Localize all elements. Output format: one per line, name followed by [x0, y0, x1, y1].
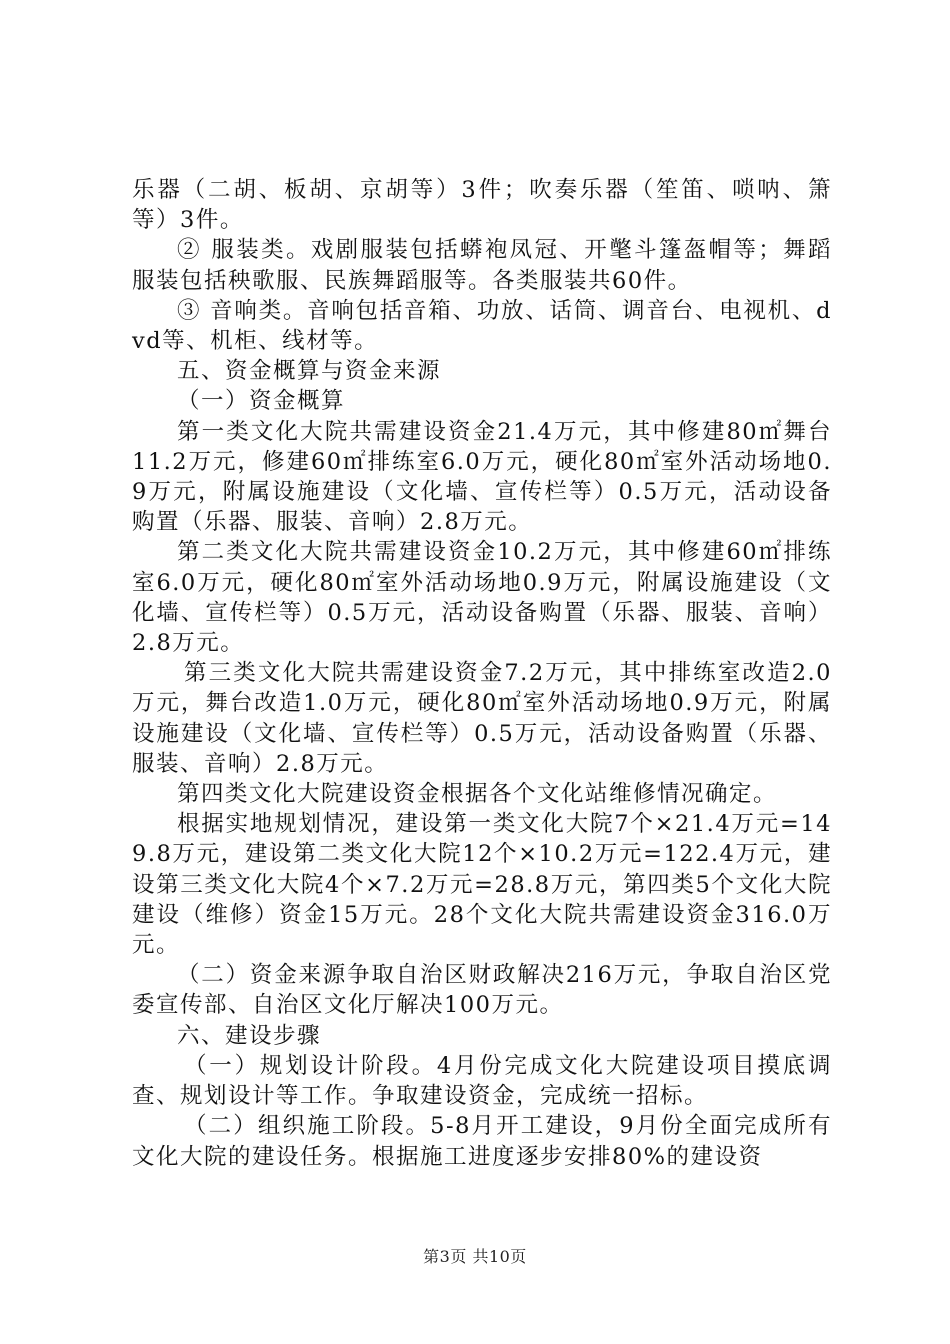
paragraph-type-two-budget: 第二类文化大院共需建设资金10.2万元，其中修建60㎡排练室6.0万元，硬化80㎡室外活动场地0.9万元，附属设施建设（文化墙、宣传栏等）0.5万元，活动设备购置（乐器、服装、音响）2.8万元。: [132, 539, 832, 657]
paragraph-costumes: ② 服装类。戏剧服装包括蟒袍凤冠、开氅斗篷盔帽等；舞蹈服装包括秧歌服、民族舞蹈服等。各类服装共60件。: [132, 237, 832, 294]
paragraph-construction-stage: （二）组织施工阶段。5-8月开工建设，9月份全面完成所有文化大院的建设任务。根据施工进度逐步安排80%的建设资: [132, 1113, 832, 1170]
subsection-heading-budget: （一）资金概算: [177, 388, 346, 415]
paragraph-funding-source: （二）资金来源争取自治区财政解决216万元，争取自治区党委宣传部、自治区文化厅解决100万元。: [132, 962, 832, 1019]
paragraph-instruments-continued: 乐器（二胡、板胡、京胡等）3件；吹奏乐器（笙笛、唢呐、箫等）3件。: [132, 177, 832, 234]
paragraph-type-three-budget: 第三类文化大院共需建设资金7.2万元，其中排练室改造2.0万元，舞台改造1.0万元，硬化80㎡室外活动场地0.9万元，附属设施建设（文化墙、宣传栏等）0.5万元，活动设备购置（乐器、服装、音响）2.8万元。: [132, 660, 832, 777]
page-number-footer: 第3页 共10页: [423, 1247, 527, 1266]
section-heading-funding: 五、资金概算与资金来源: [177, 358, 442, 385]
paragraph-type-four-budget: 第四类文化大院建设资金根据各个文化站维修情况确定。: [177, 781, 778, 808]
paragraph-total-budget: 根据实地规划情况，建设第一类文化大院7个×21.4万元=149.8万元，建设第二类文化大院12个×10.2万元=122.4万元，建设第三类文化大院4个×7.2万元=28.8万元，第四类5个文化大院建设（维修）资金15万元。28个文化大院共需建设资金316.0万元。: [132, 811, 832, 959]
paragraph-type-one-budget: 第一类文化大院共需建设资金21.4万元，其中修建80㎡舞台11.2万元，修建60㎡排练室6.0万元，硬化80㎡室外活动场地0.9万元，附属设施建设（文化墙、宣传栏等）0.5万元，活动设备购置（乐器、服装、音响）2.8万元。: [132, 418, 832, 536]
paragraph-audio: ③ 音响类。音响包括音箱、功放、话筒、调音台、电视机、dvd等、机柜、线材等。: [132, 297, 832, 355]
document-body: [132, 175, 832, 1172]
paragraph-planning-stage: （一）规划设计阶段。4月份完成文化大院建设项目摸底调查、规划设计等工作。争取建设资金，完成统一招标。: [132, 1052, 832, 1110]
section-heading-steps: 六、建设步骤: [177, 1022, 322, 1049]
